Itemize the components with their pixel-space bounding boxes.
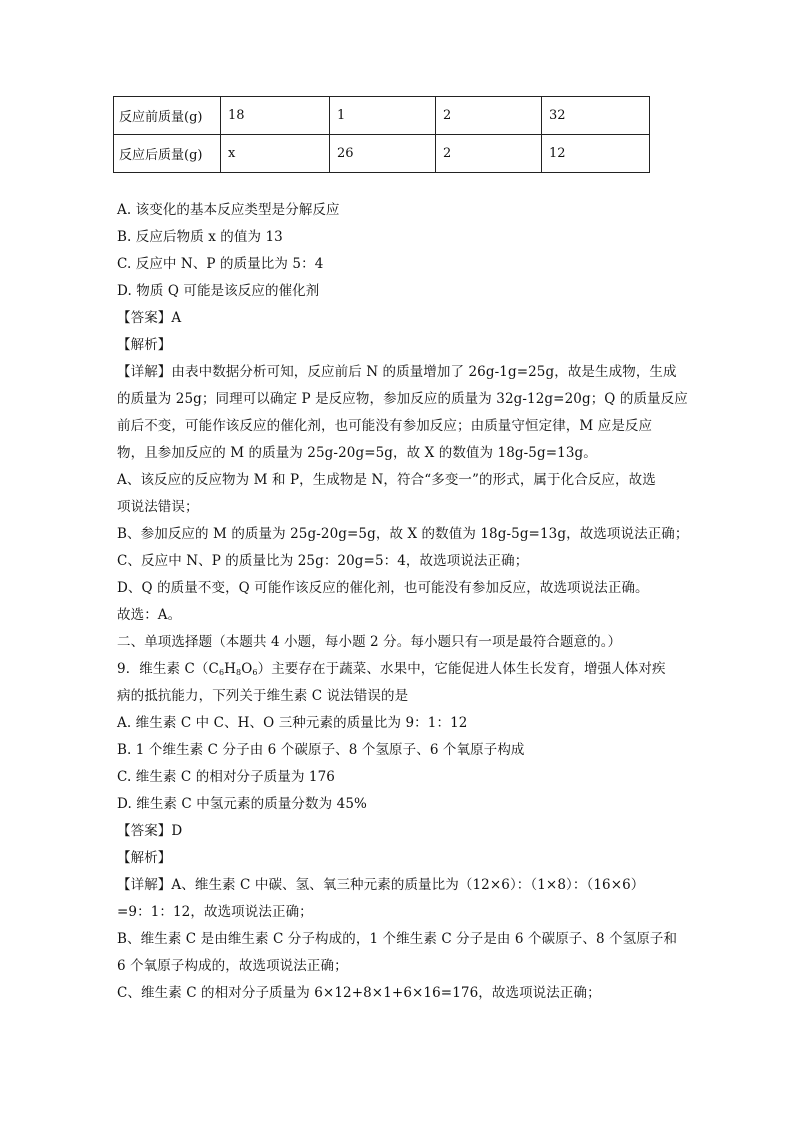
stem-text: 9．维生素 C（C xyxy=(117,661,219,677)
detail-line: 【详解】由表中数据分析可知，反应前后 N 的质量增加了 26g-1g=25g，故是生成物，生成 xyxy=(117,364,677,380)
detail-line: B、维生素 C 是由维生素 C 分子构成的，1 个维生素 C 分子是由 6 个碳原子、8 个氢原子和 xyxy=(117,931,678,947)
detail-line: 物，且参加反应的 M 的质量为 25g-20g=5g，故 X 的数值为 18g-5g=13g。 xyxy=(117,445,597,461)
detail-line: =9：1：12，故选项说法正确； xyxy=(117,904,313,920)
table-cell: 2 xyxy=(436,97,542,135)
document-body xyxy=(117,197,689,1007)
table-cell: 1 xyxy=(330,97,436,135)
question-9-stem-line2: 病的抵抗能力，下列关于维生素 C 说法错误的是 xyxy=(117,688,409,704)
table-cell: 12 xyxy=(542,135,650,173)
analysis-label: 【解析】 xyxy=(117,337,172,353)
table-cell: 反应后质量(g) xyxy=(114,135,221,173)
analysis-label: 【解析】 xyxy=(117,850,172,866)
option-a: A. 维生素 C 中 C、H、O 三种元素的质量比为 9：1：12 xyxy=(117,715,468,731)
subscript: 6 xyxy=(218,668,225,677)
detail-line: 的质量为 25g；同理可以确定 P 是反应物，参加反应的质量为 32g-12g=20g；Q 的质量反应 xyxy=(117,391,688,407)
stem-text: H xyxy=(224,661,237,677)
detail-line: D、Q 的质量不变，Q 可能作该反应的催化剂，也可能没有参加反应，故选项说法正确。 xyxy=(117,580,649,596)
detail-line: 6 个氧原子构成的，故选项说法正确； xyxy=(117,958,348,974)
table-cell: 2 xyxy=(436,135,542,173)
section-heading: 二、单项选择题（本题共 4 小题，每小题 2 分。每小题只有一项是最符合题意的。） xyxy=(117,634,622,650)
detail-line: 【详解】A、维生素 C 中碳、氢、氧三种元素的质量比为（12×6）：（1×8）：（16×6） xyxy=(117,877,645,893)
option-a: A. 该变化的基本反应类型是分解反应 xyxy=(117,202,340,218)
table-cell: x xyxy=(221,135,330,173)
option-d: D. 维生素 C 中氢元素的质量分数为 45% xyxy=(117,796,367,812)
table-row xyxy=(114,135,650,173)
mass-data-table xyxy=(113,96,650,173)
detail-line: 前后不变，可能作该反应的催化剂，也可能没有参加反应；由质量守恒定律，M 应是反应 xyxy=(117,418,653,434)
subscript: 8 xyxy=(236,668,242,677)
table-cell: 32 xyxy=(542,97,650,135)
table-cell: 18 xyxy=(221,97,330,135)
table-cell: 反应前质量(g) xyxy=(114,97,221,135)
stem-text: O xyxy=(241,661,253,677)
answer-label: 【答案】A xyxy=(117,310,182,326)
option-b: B. 1 个维生素 C 分子由 6 个碳原子、8 个氢原子、6 个氧原子构成 xyxy=(117,742,525,758)
table-cell: 26 xyxy=(330,135,436,173)
option-b: B. 反应后物质 x 的值为 13 xyxy=(117,229,283,245)
option-d: D. 物质 Q 可能是该反应的催化剂 xyxy=(117,283,320,299)
detail-line: C、反应中 N、P 的质量比为 25g：20g=5：4，故选项说法正确； xyxy=(117,553,529,569)
answer-label: 【答案】D xyxy=(117,823,183,839)
detail-line: 项说法错误； xyxy=(117,499,199,515)
option-c: C. 反应中 N、P 的质量比为 5：4 xyxy=(117,256,324,272)
detail-line: A、该反应的反应物为 M 和 P，生成物是 N，符合“多变一”的形式，属于化合反应，故选 xyxy=(117,472,656,488)
option-c: C. 维生素 C 的相对分子质量为 176 xyxy=(117,769,336,785)
stem-text: ）主要存在于蔬菜、水果中，它能促进人体生长发育，增强人体对疾 xyxy=(257,661,666,677)
table-row xyxy=(114,97,650,135)
question-9-stem xyxy=(117,656,677,683)
detail-line: 故选：A。 xyxy=(117,607,182,623)
detail-line: C、维生素 C 的相对分子质量为 6×12+8×1+6×16=176，故选项说法正确； xyxy=(117,985,601,1001)
detail-line: B、参加反应的 M 的质量为 25g-20g=5g，故 X 的数值为 18g-5g=13g，故选项说法正确； xyxy=(117,526,689,542)
subscript: 6 xyxy=(252,668,258,677)
